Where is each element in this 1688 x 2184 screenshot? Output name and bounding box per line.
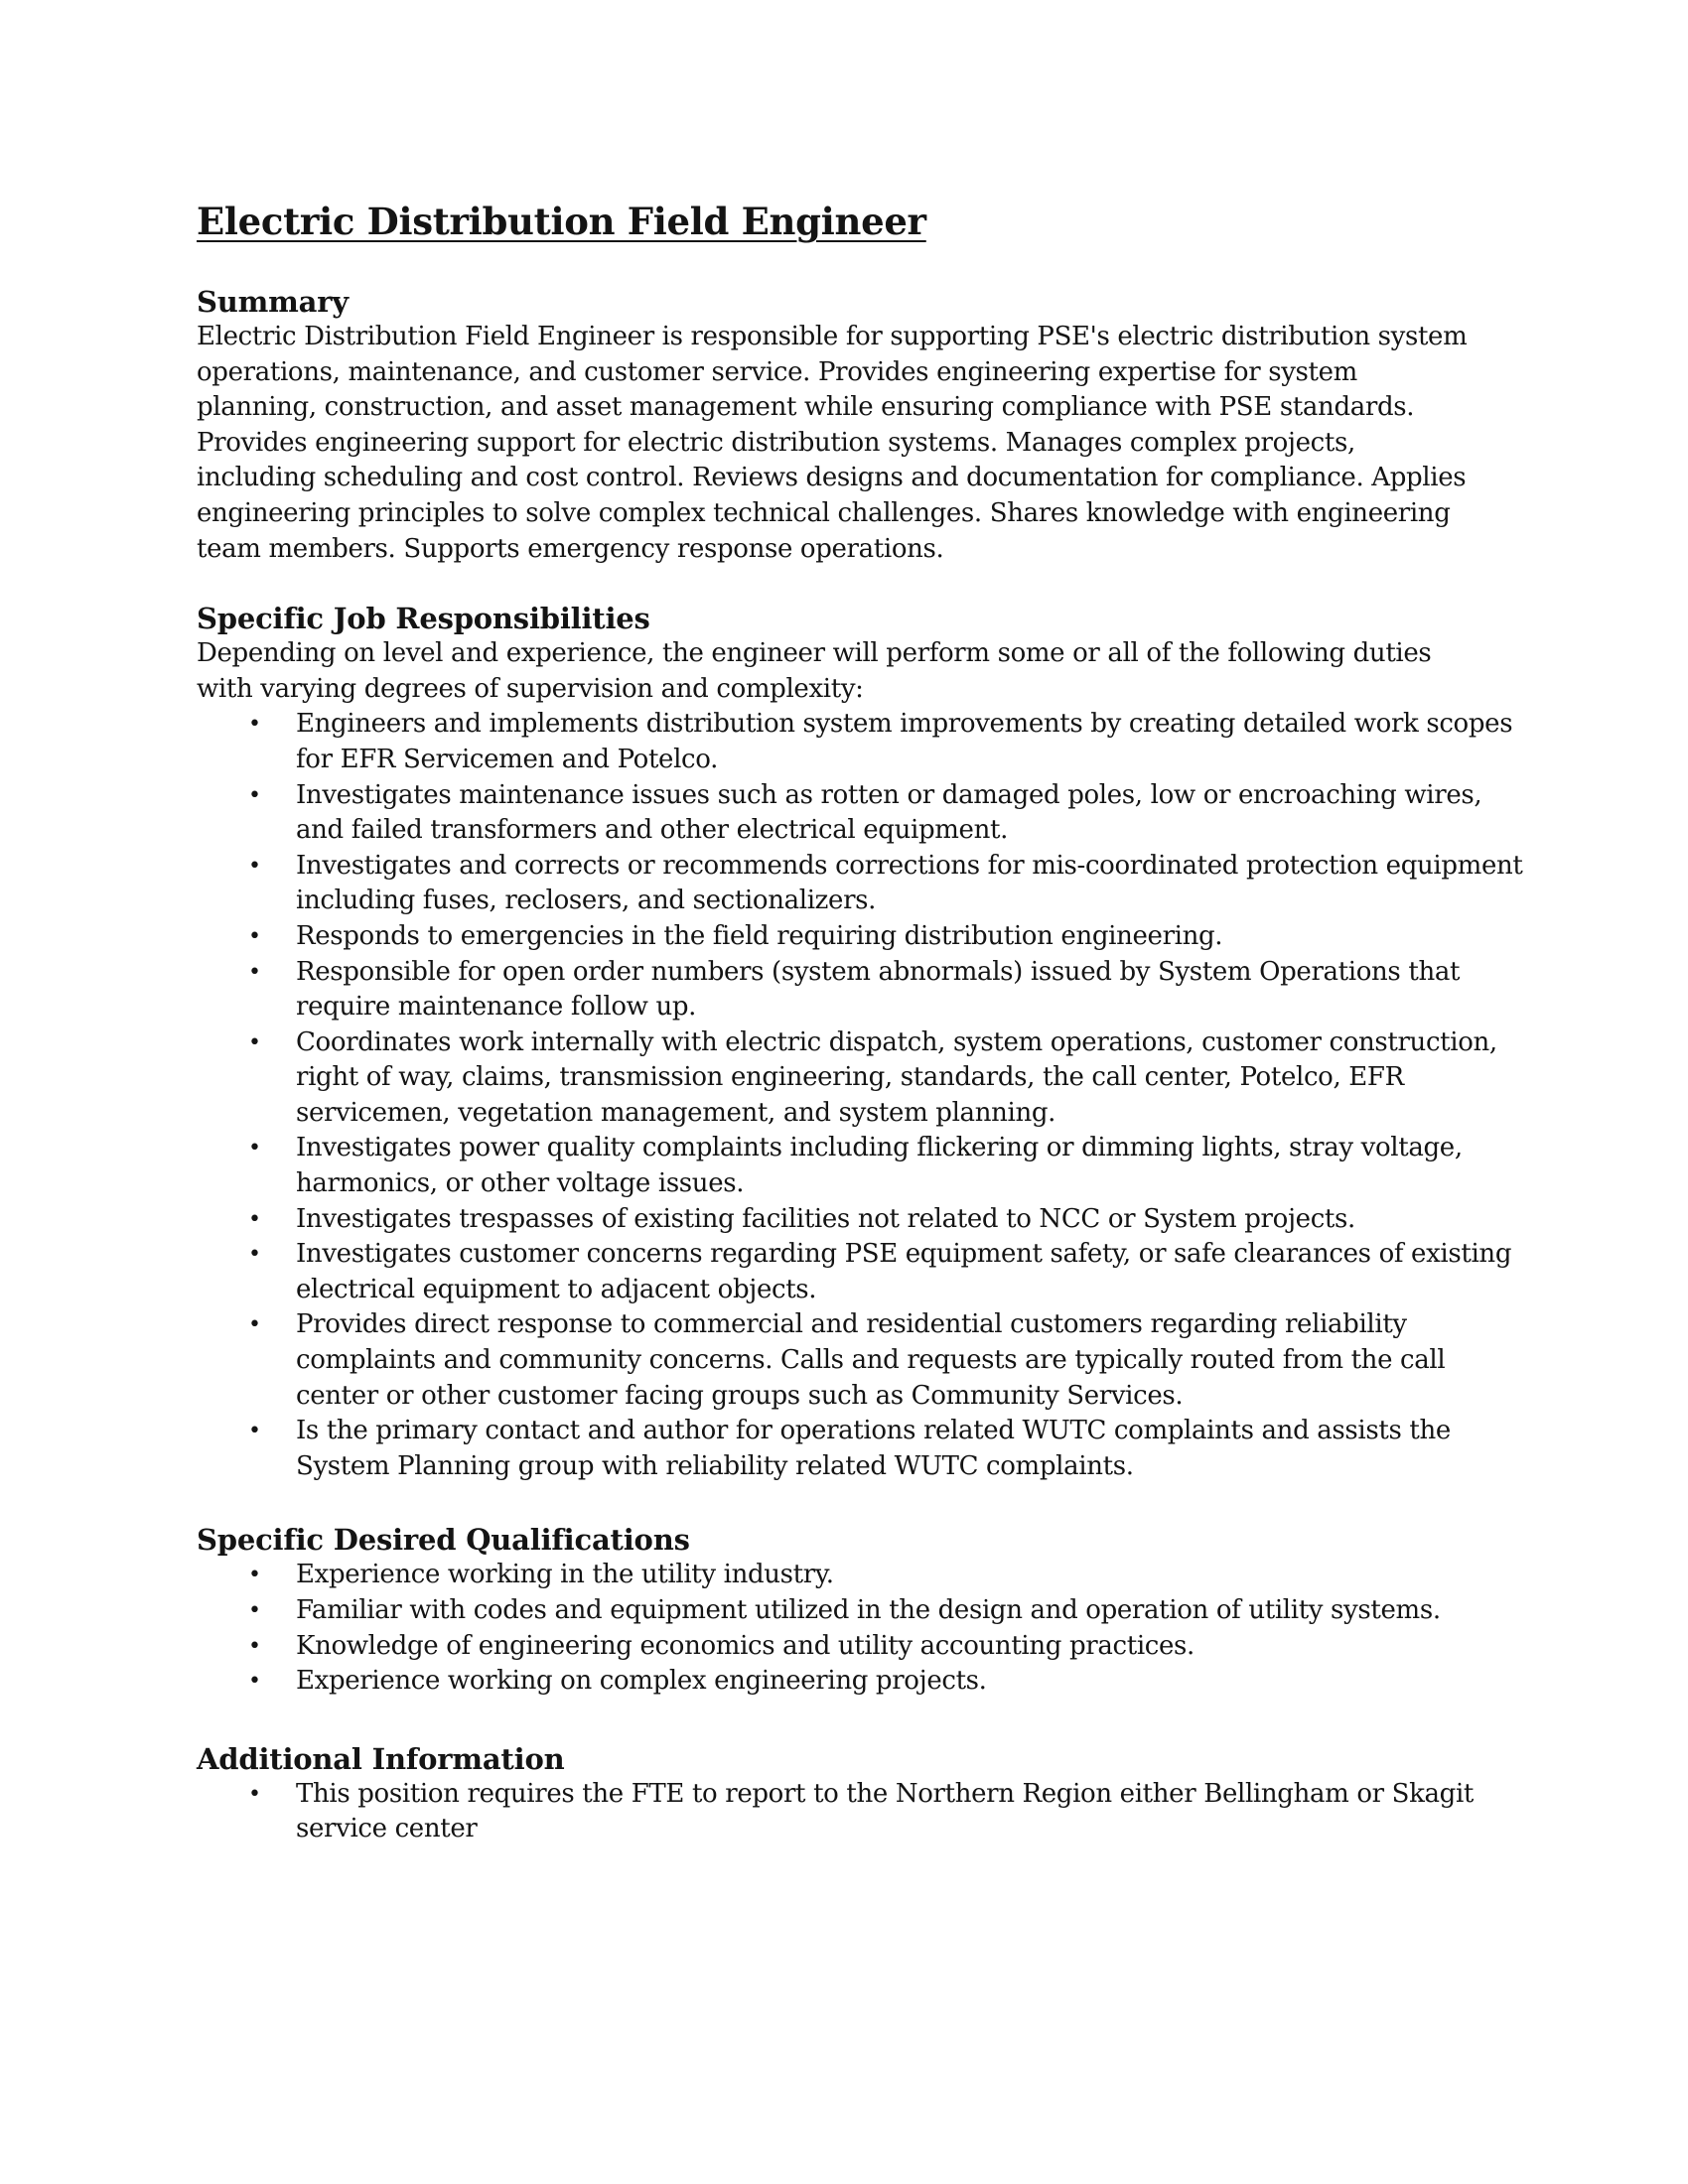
additional-heading: Additional Information	[197, 1741, 565, 1776]
list-item-text: Experience working on complex engineering projects.	[296, 1666, 987, 1697]
list-item	[197, 1414, 1527, 1484]
list-item-text: Engineers and implements distribution system improvements by creating detailed work scopes for EFR Servicemen and Potelco.	[296, 709, 1513, 774]
bullet-icon: •	[248, 1598, 261, 1623]
list-item	[197, 1131, 1527, 1201]
bullet-icon: •	[248, 1419, 261, 1444]
bullet-icon: •	[248, 1242, 261, 1268]
bullet-icon: •	[248, 1312, 261, 1338]
list-item-text: Investigates and corrects or recommends corrections for mis-coordinated protection equipment including fuses, reclosers, and sectionalizers.	[296, 850, 1523, 916]
list-item-text: Investigates customer concerns regarding PSE equipment safety, or safe clearances of existing electrical equipment to adjacent objects.	[296, 1239, 1512, 1304]
bullet-icon: •	[248, 853, 261, 879]
bullet-icon: •	[248, 1669, 261, 1695]
document-title: Electric Distribution Field Engineer	[197, 200, 926, 243]
list-item-text: This position requires the FTE to report to the Northern Region either Bellingham or Skagit service center	[296, 1778, 1475, 1844]
list-item-text: Responsible for open order numbers (system abnormals) issued by System Operations that require maintenance follow up.	[296, 956, 1461, 1023]
list-item	[197, 1237, 1527, 1307]
qualifications-heading: Specific Desired Qualifications	[197, 1523, 690, 1558]
list-item	[197, 778, 1527, 849]
qualifications-list	[197, 1558, 1517, 1699]
additional-list	[197, 1777, 1517, 1847]
bullet-icon: •	[248, 923, 261, 949]
list-item	[197, 849, 1527, 919]
bullet-icon: •	[248, 1781, 261, 1807]
bullet-icon: •	[248, 1633, 261, 1659]
responsibilities-heading: Specific Job Responsibilities	[197, 602, 650, 636]
summary-text: Electric Distribution Field Engineer is responsible for supporting PSE's electric distribution system operations, maintenance, and customer service. Provides engineering expertise for system planning, construction, and asset management while ensuring compliance with PSE standards. Provides engineering support for electric distribution systems. Manages complex projects, including scheduling and cost control. Reviews designs and documentation for compliance. Applies engineering principles to solve complex technical challenges. Shares knowledge with engineering team members. Supports emergency response operations.	[197, 322, 1468, 564]
list-item-text: Responds to emergencies in the field requiring distribution engineering.	[296, 920, 1223, 951]
bullet-icon: •	[248, 712, 261, 738]
bullet-icon: •	[248, 1206, 261, 1232]
list-item-text: Familiar with codes and equipment utilized in the design and operation of utility systems.	[296, 1595, 1441, 1625]
list-item	[197, 707, 1527, 777]
list-item-text: Coordinates work internally with electric dispatch, system operations, customer construction, right of way, claims, transmission engineering, standards, the call center, Potelco, EFR servicemen, vegetation management, and system planning.	[296, 1026, 1497, 1128]
bullet-icon: •	[248, 1563, 261, 1588]
bullet-icon: •	[248, 1136, 261, 1161]
list-item-text: Experience working in the utility industry.	[296, 1560, 834, 1590]
list-item	[197, 1307, 1527, 1414]
list-item-text: Investigates trespasses of existing facilities not related to NCC or System projects.	[296, 1203, 1355, 1234]
list-item-text: Investigates power quality complaints including flickering or dimming lights, stray voltage, harmonics, or other voltage issues.	[296, 1133, 1463, 1199]
summary-heading: Summary	[197, 285, 349, 319]
list-item	[197, 955, 1527, 1025]
responsibilities-intro: Depending on level and experience, the engineer will perform some or all of the following duties with varying degrees of supervision and complexity:	[197, 638, 1432, 704]
list-item	[197, 1593, 1527, 1629]
list-item	[197, 1558, 1527, 1593]
document-page	[197, 199, 1523, 1847]
list-item	[197, 1025, 1527, 1132]
bullet-icon: •	[248, 1029, 261, 1055]
list-item-text: Provides direct response to commercial and residential customers regarding reliability complaints and community concerns. Calls and requests are typically routed from the call center or other customer facing groups such as Community Services.	[296, 1309, 1446, 1411]
list-item-text: Knowledge of engineering economics and utility accounting practices.	[296, 1630, 1195, 1661]
list-item-text: Is the primary contact and author for operations related WUTC complaints and assists the System Planning group with reliability related WUTC complaints.	[296, 1416, 1451, 1481]
responsibilities-list	[197, 707, 1523, 1484]
list-item-text: Investigates maintenance issues such as rotten or damaged poles, low or encroaching wires, and failed transformers and other electrical equipment.	[296, 779, 1482, 846]
list-item	[197, 919, 1527, 955]
list-item	[197, 1202, 1527, 1238]
list-item	[197, 1777, 1527, 1847]
bullet-icon: •	[248, 782, 261, 808]
list-item	[197, 1664, 1527, 1700]
list-item	[197, 1629, 1527, 1665]
bullet-icon: •	[248, 959, 261, 985]
